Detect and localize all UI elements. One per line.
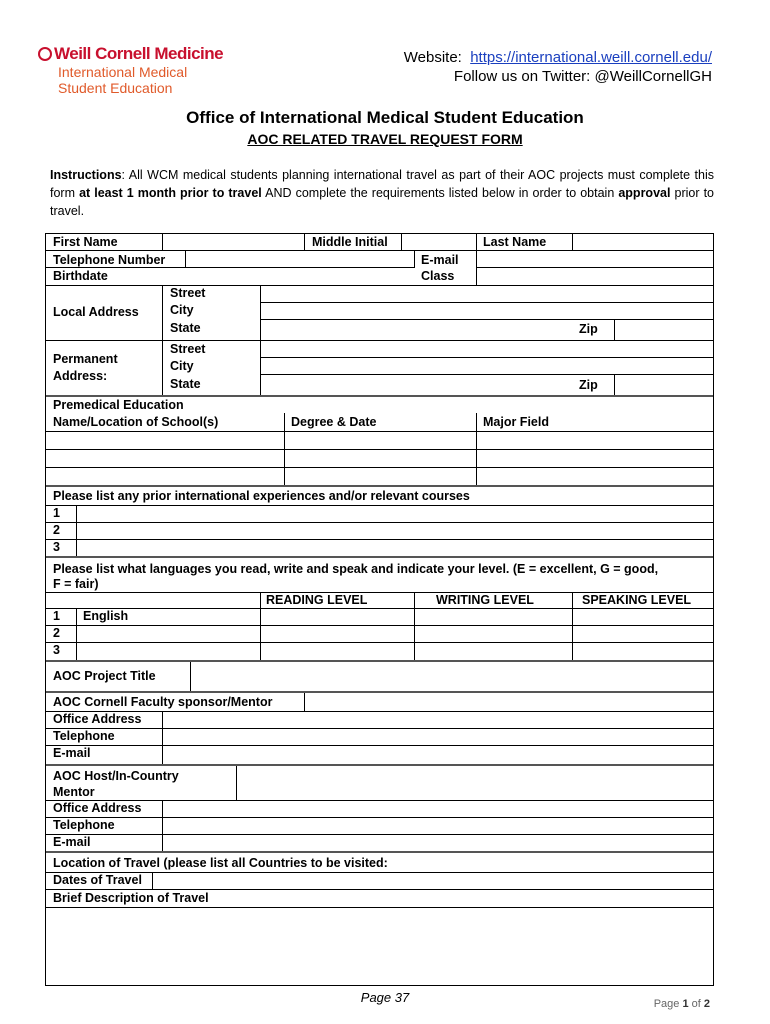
last-name-field[interactable] — [573, 234, 714, 250]
first-name-field[interactable] — [163, 234, 304, 250]
experience-number: 2 — [53, 523, 60, 537]
host-email-field[interactable] — [163, 835, 713, 851]
host-email-label: E-mail — [53, 835, 91, 849]
speaking-level-header: SPEAKING LEVEL — [582, 593, 692, 607]
seal-icon — [38, 47, 52, 61]
local-city-label: City — [170, 303, 194, 317]
last-name-label: Last Name — [483, 235, 547, 249]
permanent-street-label: Street — [170, 342, 206, 356]
language-number: 2 — [53, 626, 60, 640]
logo-subtitle-line1: International Medical — [58, 64, 188, 80]
local-zip-label: Zip — [579, 322, 598, 336]
website-label: Website: — [403, 49, 462, 66]
faculty-telephone-field[interactable] — [163, 729, 713, 745]
permanent-state-label: State — [170, 377, 201, 391]
project-title-label: AOC Project Title — [53, 669, 156, 683]
permanent-state-field[interactable] — [261, 375, 571, 395]
email-field[interactable] — [477, 251, 713, 267]
host-office-address-field[interactable] — [163, 801, 713, 817]
education-row[interactable] — [46, 432, 713, 448]
permanent-zip-field[interactable] — [615, 375, 713, 395]
middle-initial-label: Middle Initial — [312, 235, 388, 249]
experience-number: 3 — [53, 540, 60, 554]
telephone-number-label: Telephone Number — [53, 253, 166, 267]
language-field[interactable] — [77, 626, 260, 642]
permanent-city-field[interactable] — [261, 358, 713, 374]
local-street-field[interactable] — [261, 286, 713, 302]
major-field-label: Major Field — [483, 415, 549, 429]
location-of-travel-label: Location of Travel (please list all Countries to be visited: — [53, 856, 388, 870]
page-title: Office of International Medical Student Education — [186, 108, 584, 127]
brief-description-label: Brief Description of Travel — [53, 891, 209, 905]
languages-label-2: F = fair) — [53, 577, 99, 591]
experience-field[interactable] — [77, 506, 713, 522]
logo-subtitle — [58, 64, 187, 96]
faculty-email-field[interactable] — [163, 746, 713, 764]
logo-subtitle-line2: Student Education — [58, 80, 173, 96]
page-count-prefix: Page — [653, 998, 683, 1010]
permanent-street-field[interactable] — [261, 341, 713, 357]
instructions-text-3: prior to travel. — [50, 186, 714, 218]
birthdate-label: Birthdate — [53, 269, 108, 283]
permanent-address-label-1: Permanent — [53, 352, 118, 366]
logo-text: Weill Cornell Medicine — [54, 44, 224, 63]
experience-number: 1 — [53, 506, 60, 520]
faculty-sponsor-label: AOC Cornell Faculty sponsor/Mentor — [53, 695, 273, 709]
host-mentor-field[interactable] — [237, 767, 713, 800]
request-form — [45, 233, 714, 986]
degree-date-label: Degree & Date — [291, 415, 377, 429]
dates-of-travel-field[interactable] — [153, 873, 713, 889]
dates-of-travel-label: Dates of Travel — [53, 873, 142, 887]
local-city-field[interactable] — [261, 303, 713, 319]
experience-field[interactable] — [77, 523, 713, 539]
writing-level-header: WRITING LEVEL — [436, 593, 534, 607]
middle-initial-field[interactable] — [402, 234, 476, 250]
instructions-bold-2: approval — [618, 186, 671, 200]
page-count-of: of — [688, 998, 704, 1010]
languages-label-1: Please list what languages you read, write and speak and indicate your level. (E = excellent, G = good, — [53, 562, 659, 576]
faculty-email-label: E-mail — [53, 746, 91, 760]
language-name: English — [83, 609, 129, 623]
experience-field[interactable] — [77, 540, 713, 556]
faculty-office-address-label: Office Address — [53, 712, 142, 726]
host-telephone-field[interactable] — [163, 818, 713, 834]
form-title: AOC RELATED TRAVEL REQUEST FORM — [247, 131, 523, 147]
faculty-sponsor-field[interactable] — [305, 694, 713, 710]
host-mentor-label-2: Mentor — [53, 785, 95, 799]
host-telephone-label: Telephone — [53, 818, 115, 832]
language-field[interactable] — [77, 643, 260, 659]
local-state-field[interactable] — [261, 320, 571, 340]
website-link[interactable]: https://international.weill.cornell.edu/ — [470, 49, 712, 66]
school-label: Name/Location of School(s) — [53, 415, 219, 429]
page-count-current: 1 — [682, 998, 689, 1010]
permanent-city-label: City — [170, 359, 194, 373]
instructions-lead: Instructions — [50, 168, 122, 182]
brief-description-field[interactable] — [47, 908, 712, 985]
local-address-label: Local Address — [53, 305, 139, 319]
education-row[interactable] — [46, 468, 713, 484]
permanent-zip-label: Zip — [579, 378, 598, 392]
class-field[interactable] — [477, 268, 713, 285]
education-row[interactable] — [46, 450, 713, 466]
logo — [38, 44, 223, 64]
page-count-total: 2 — [703, 998, 710, 1010]
local-street-label: Street — [170, 286, 206, 300]
instructions — [50, 166, 714, 220]
local-state-label: State — [170, 321, 201, 335]
header-contact — [404, 48, 712, 86]
reading-level-header: READING LEVEL — [266, 593, 368, 607]
first-name-label: First Name — [53, 235, 118, 249]
prior-experiences-label: Please list any prior international experiences and/or relevant courses — [53, 489, 470, 503]
host-office-address-label: Office Address — [53, 801, 142, 815]
instructions-bold-1: at least 1 month prior to travel — [79, 186, 262, 200]
project-title-field[interactable] — [191, 663, 713, 690]
instructions-text-2: AND complete the requirements listed below in order to obtain — [261, 186, 619, 200]
host-mentor-label-1: AOC Host/In-Country — [53, 769, 179, 783]
local-zip-field[interactable] — [615, 320, 713, 340]
language-number: 3 — [53, 643, 60, 657]
twitter-text: Follow us on Twitter: @WeillCornellGH — [453, 68, 712, 85]
instructions-text-1: : All WCM medical students planning international travel as part of their AOC projects must complete this form — [50, 168, 714, 200]
email-label: E-mail — [421, 253, 459, 267]
telephone-number-field[interactable] — [186, 251, 414, 267]
language-number: 1 — [53, 609, 60, 623]
page-count — [654, 998, 710, 1010]
class-label: Class — [421, 269, 455, 283]
faculty-telephone-label: Telephone — [53, 729, 115, 743]
faculty-office-address-field[interactable] — [163, 712, 713, 728]
page-label: Page 37 — [360, 990, 410, 1005]
premedical-education-label: Premedical Education — [53, 398, 184, 412]
permanent-address-label-2: Address: — [53, 369, 108, 383]
